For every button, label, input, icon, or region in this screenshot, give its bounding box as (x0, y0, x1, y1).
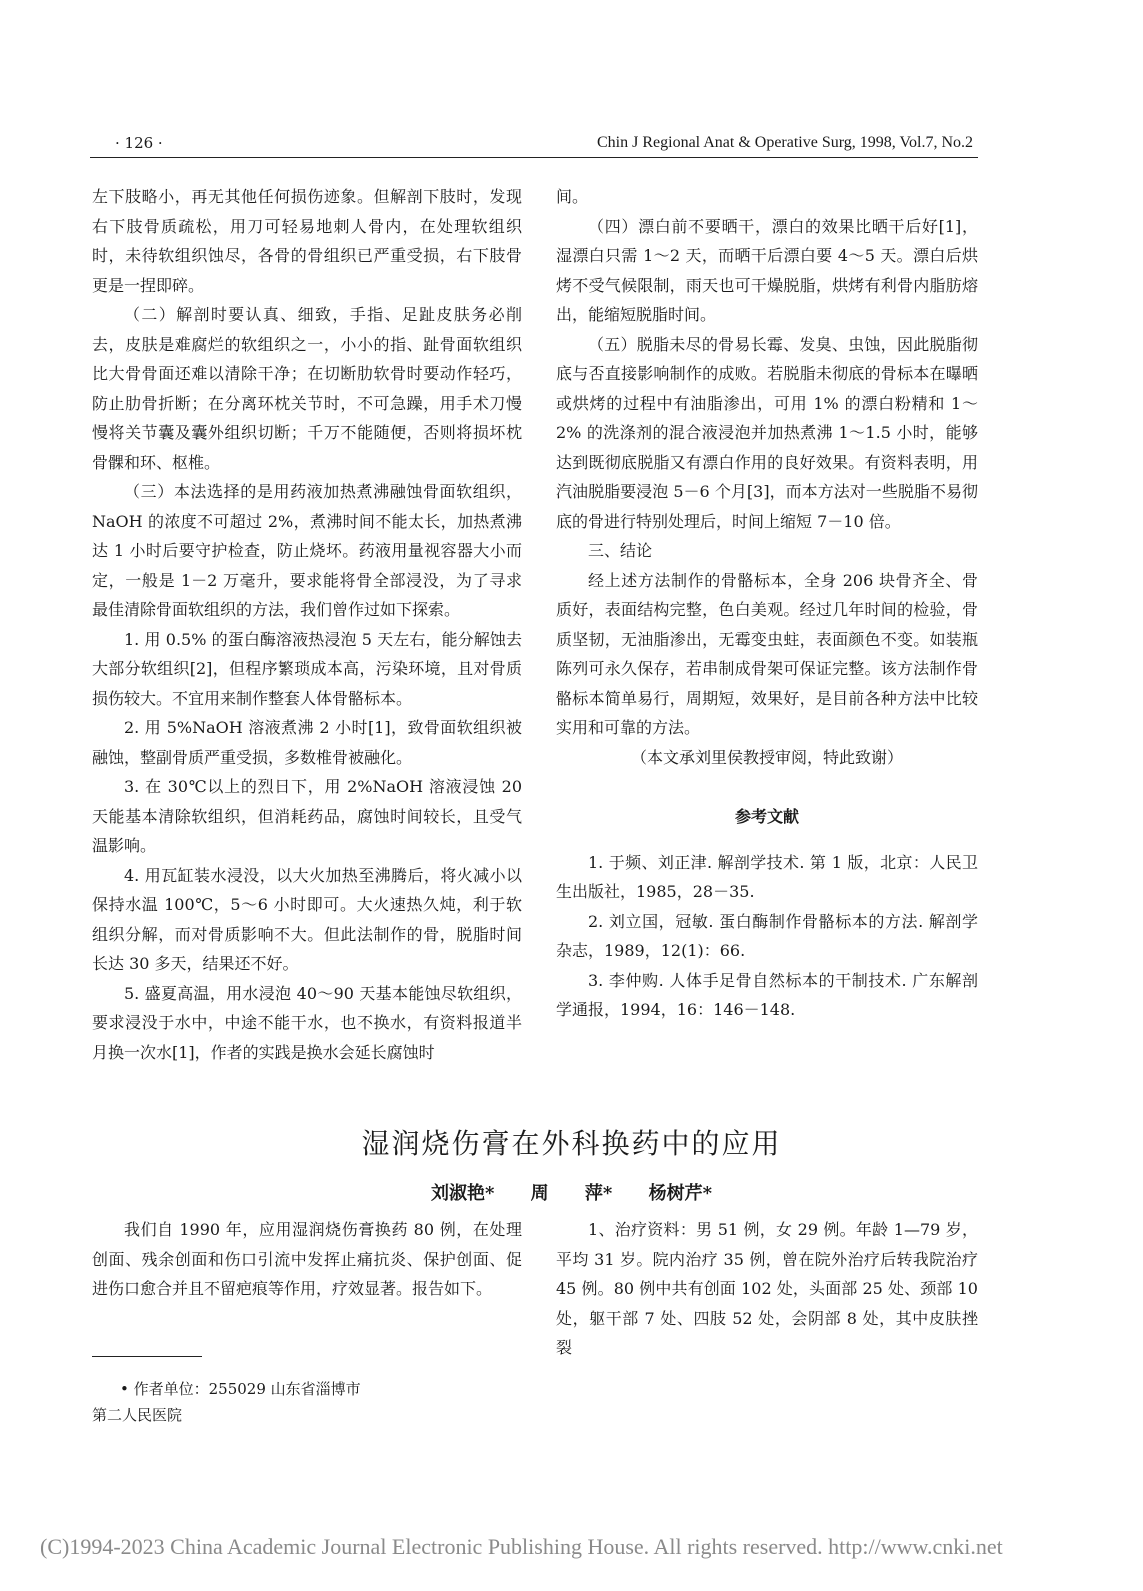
paragraph: 2. 用 5%NaOH 溶液煮沸 2 小时[1]，致骨面软组织被融蚀，整副骨质严重受损，多数椎骨被融化。 (92, 718, 522, 767)
reference-item: 2. 刘立国，冠敏. 蛋白酶制作骨骼标本的方法. 解剖学杂志，1989，12(1)：66. (556, 911, 978, 960)
footnote-rule (92, 1356, 202, 1357)
paragraph: 1. 用 0.5% 的蛋白酶溶液热浸泡 5 天左右，能分解蚀去大部分软组织[2]，但程序繁琐成本高，污染环境，且对骨质损伤较大。不宜用来制作整套人体骨骼标本。 (92, 629, 522, 708)
footnote-line: 第二人民医院 (92, 1406, 183, 1424)
paragraph: 5. 盛夏高温，用水浸泡 40～90 天基本能蚀尽软组织，要求浸没于水中，中途不能干水，也不换水，有资料报道半月换一次水[1]，作者的实践是换水会延长腐蚀时 (92, 983, 522, 1062)
acknowledgement: （本文承刘里侯教授审阅，特此致谢） (630, 747, 903, 767)
page-number: · 126 · (115, 134, 163, 152)
paragraph: 左下肢略小，再无其他任何损伤迹象。但解剖下肢时，发现右下肢骨质疏松，用刀可轻易地刺人骨内，在处理软组织时，未待软组织蚀尽，各骨的骨组织已严重受损，右下肢骨更是一捏即碎。 (92, 187, 522, 295)
references-title: 参考文献 (734, 807, 799, 826)
paragraph: （四）漂白前不要晒干，漂白的效果比晒干后好[1]，湿漂白只需 1～2 天，而晒干后漂白要 4～5 天。漂白后烘烤不受气候限制，雨天也可干燥脱脂，烘烤有利骨内脂肪熔出，能缩短脱脂时间。 (556, 216, 978, 324)
section-heading: 三、结论 (588, 541, 653, 560)
paragraph: 3. 在 30℃以上的烈日下，用 2%NaOH 溶液浸蚀 20 天能基本清除软组织，但消耗药品，腐蚀时间较长，且受气温影响。 (92, 777, 522, 855)
article-authors: 刘淑艳* 周 萍* 杨树芹* (430, 1183, 713, 1204)
left-column (92, 182, 522, 1067)
reference-item: 3. 李仲购. 人体手足骨自然标本的干制技术. 广东解剖学通报，1994，16：146－148. (556, 970, 978, 1019)
paragraph: （二）解剖时要认真、细致，手指、足趾皮肤务必削去，皮肤是难腐烂的软组织之一，小小的指、趾骨面软组织比大骨骨面还难以清除干净；在切断肋软骨时要动作轻巧，防止肋骨折断；在分离环枕关节时，不可急躁，用手术刀慢慢将关节囊及囊外组织切断；千万不能随便，否则将损坏枕骨髁和环、枢椎。 (92, 305, 522, 472)
paragraph: 我们自 1990 年，应用湿润烧伤膏换药 80 例，在处理创面、残余创面和伤口引流中发挥止痛抗炎、保护创面、促进伤口愈合并且不留疤痕等作用，疗效显著。报告如下。 (92, 1220, 522, 1298)
paragraph: 经上述方法制作的骨骼标本，全身 206 块骨齐全、骨质好，表面结构完整，色白美观。经过几年时间的检验，骨质坚韧，无油脂渗出，无霉变虫蛀，表面颜色不变。如装瓶陈列可永久保存，若串制成骨架可保证完整。该方法制作骨骼标本简单易行，周期短，效果好，是目前各种方法中比较实用和可靠的方法。 (556, 570, 978, 737)
article-title: 湿润烧伤膏在外科换药中的应用 (361, 1127, 782, 1160)
header-rule (90, 157, 978, 158)
right-column (556, 182, 978, 1025)
paragraph: 间。 (556, 187, 589, 206)
footnote (92, 1376, 361, 1428)
paragraph: 1、治疗资料：男 51 例，女 29 例。年龄 1—79 岁，平均 31 岁。院内治疗 35 例，曾在院外治疗后转我院治疗 45 例。80 例中共有创面 102 处，头面部 25 处、颈部 10 处，躯干部 7 处、四肢 52 处，会阴部 8 处，其中皮肤挫裂 (556, 1220, 978, 1357)
reference-item: 1. 于频、刘正津. 解剖学技术. 第 1 版，北京：人民卫生出版社，1985，28－35. (556, 852, 978, 901)
paragraph: 4. 用瓦缸装水浸没，以大火加热至沸腾后，将火减小以保持水温 100℃，5～6 小时即可。大火速热久炖，利于软组织分解，而对骨质影响不大。但此法制作的骨，脱脂时间长达 30 多天，结果还不好。 (92, 865, 522, 973)
footnote-line: • 作者单位：255029 山东省淄博市 (120, 1380, 361, 1398)
copyright-notice: (C)1994-2023 China Academic Journal Electronic Publishing House. All rights reserved. http://www.cnki.net (40, 1534, 1003, 1559)
paragraph: （五）脱脂未尽的骨易长霉、发臭、虫蚀，因此脱脂彻底与否直接影响制作的成败。若脱脂未彻底的骨标本在曝晒或烘烤的过程中有油脂渗出，可用 1% 的漂白粉精和 1～2% 的洗涤剂的混合液浸泡并加热煮沸 1～1.5 小时，能够达到既彻底脱脂又有漂白作用的良好效果。有资料表明，用汽油脱脂要浸泡 5－6 个月[3]，而本方法对一些脱脂不易彻底的骨进行特别处理后，时间上缩短 7－10 倍。 (556, 334, 978, 531)
article2-left-column (92, 1215, 522, 1304)
paragraph: （三）本法选择的是用药液加热煮沸融蚀骨面软组织，NaOH 的浓度不可超过 2%，煮沸时间不能太长，加热煮沸达 1 小时后要守护检查，防止烧坏。药液用量视容器大小而定，一般是 1－2 万毫升，要求能将骨全部浸没，为了寻求最佳清除骨面软组织的方法，我们曾作过如下探索。 (92, 482, 522, 619)
article2-right-column (556, 1215, 978, 1363)
journal-header: Chin J Regional Anat & Operative Surg, 1998, Vol.7, No.2 (597, 134, 973, 151)
